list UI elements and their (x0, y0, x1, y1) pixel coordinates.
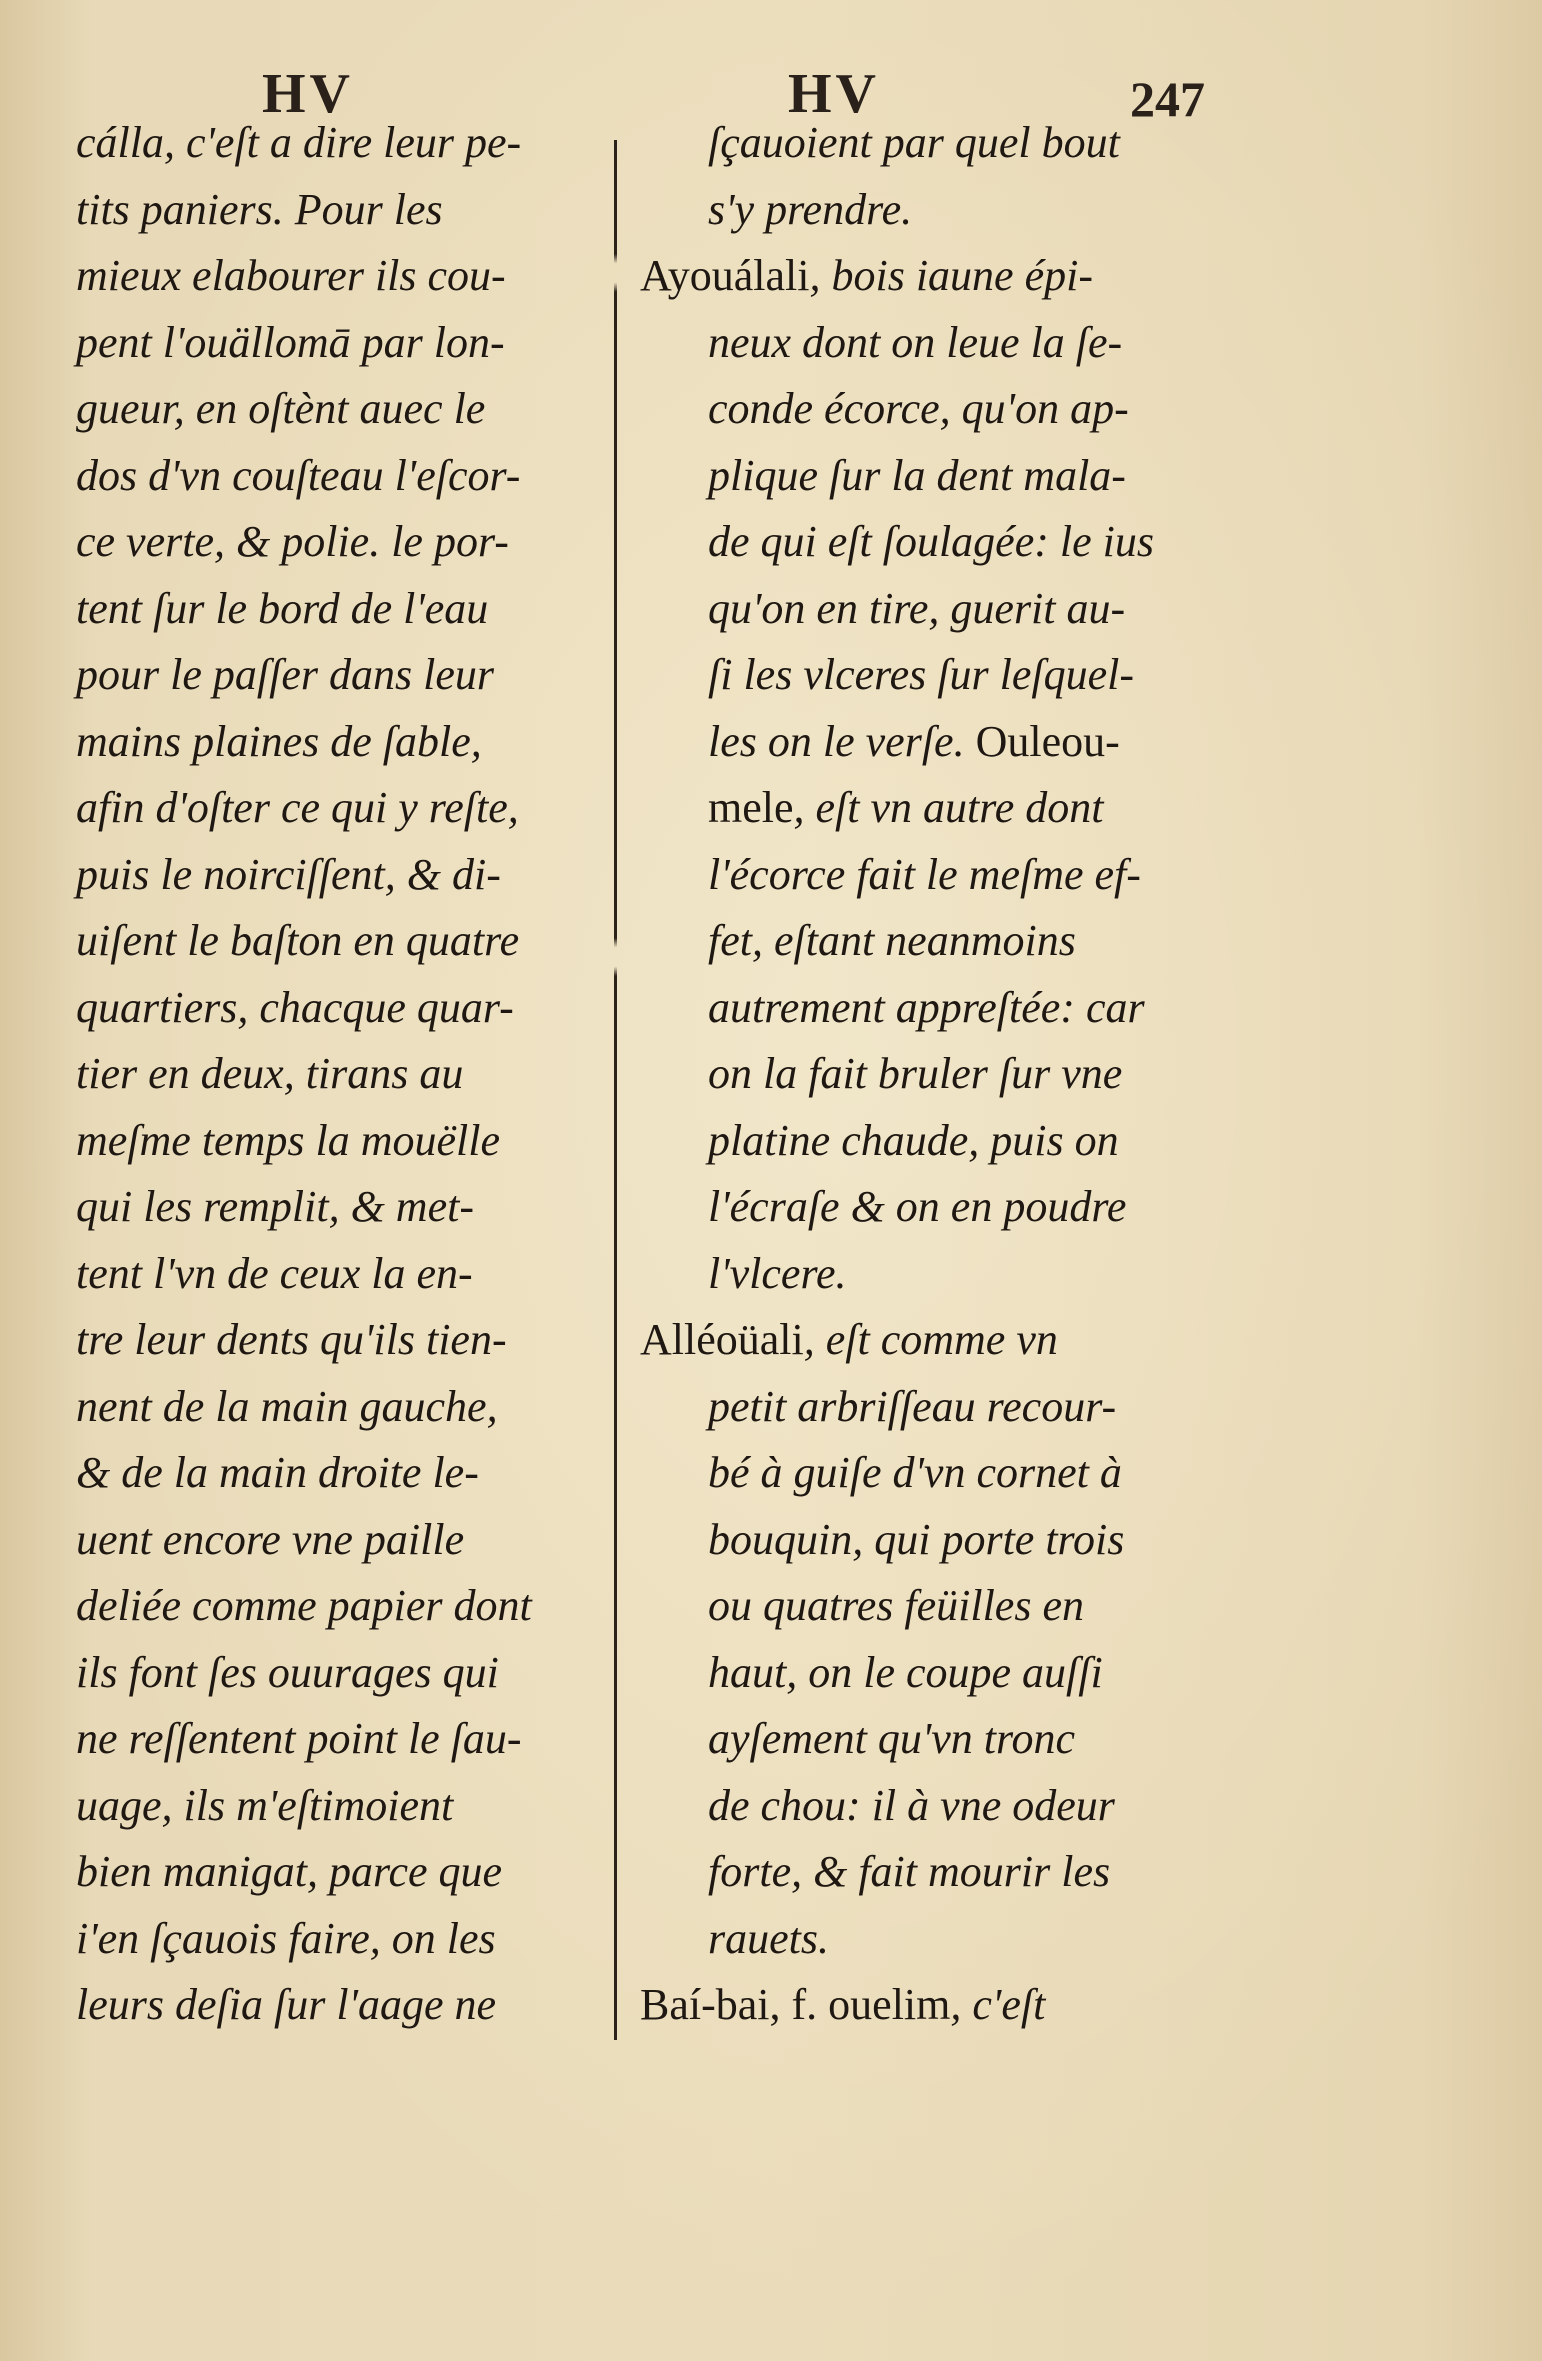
text-line: haut, on le coupe auſſi (708, 1647, 1103, 1697)
dictionary-entry (640, 1307, 1240, 1374)
text-line: de qui eſt ſoulagée: le ius (708, 517, 1154, 566)
text-line: ils font ſes ouurages qui (76, 1647, 499, 1697)
text-line: bouquin, qui porte trois (708, 1514, 1125, 1564)
text-line: conde écorce, qu'on ap- (708, 384, 1129, 433)
text-line: tits paniers. Pour les (76, 184, 443, 234)
right-column (640, 110, 1240, 2039)
text-line: dos d'vn couſteau l'eſcor- (76, 450, 521, 500)
text-line: tent ſur le bord de l'eau (76, 583, 489, 633)
text-line (640, 775, 1240, 842)
text-line: de chou: il à vne odeur (708, 1780, 1115, 1830)
text-line: platine chaude, puis on (708, 1115, 1119, 1165)
text-line: quartiers, chacque quar- (76, 982, 514, 1032)
text-line: petit arbriſſeau recour- (708, 1381, 1117, 1431)
text-line: rauets. (708, 1913, 829, 1963)
entry-text: les on le verſe. (708, 716, 965, 766)
running-head-right: HV (788, 63, 880, 125)
dictionary-entry (640, 243, 1240, 310)
text-line: uage, ils m'eſtimoient (76, 1780, 454, 1830)
text-line: gueur, en oſtènt auec le (76, 384, 486, 433)
text-line: meſme temps la mouëlle (76, 1115, 500, 1165)
text-line: ne reſſentent point le ſau- (76, 1714, 522, 1763)
text-line: neux dont on leue la ſe- (708, 317, 1123, 367)
entry-headword: Alléoüali (640, 1315, 804, 1364)
text-line: leurs deſia ſur l'aage ne (76, 1980, 497, 2029)
left-column (76, 110, 596, 2039)
entry-headword: Baí-bai, f. ouelim (640, 1980, 951, 2029)
running-head-left: HV (262, 63, 354, 125)
text-line: uent encore vne paille (76, 1514, 465, 1564)
text-line: fet, eſtant neanmoins (708, 916, 1076, 965)
text-line: pent l'ouällomā par lon- (76, 317, 505, 367)
entry-headword: Ayouálali (640, 251, 810, 300)
text-line: plique ſur la dent mala- (708, 450, 1126, 500)
text-line: bien manigat, parce que (76, 1847, 503, 1896)
text-line: bé à guiſe d'vn cornet à (708, 1448, 1122, 1497)
text-line: l'écraſe & on en poudre (708, 1182, 1127, 1231)
entry-text: , eſt comme vn (803, 1315, 1058, 1364)
dictionary-entry (640, 1972, 1240, 2039)
text-line: qu'on en tire, guerit au- (708, 583, 1126, 633)
text-line: l'écorce fait le meſme ef- (708, 849, 1141, 899)
entry-subheadword: mele (708, 783, 794, 832)
column-divider-rule (614, 140, 617, 2040)
text-line: mains plaines de ſable, (76, 716, 482, 766)
text-line: ou quatres feüilles en (708, 1581, 1084, 1630)
text-line: ſi les vlceres ſur leſquel- (708, 650, 1135, 699)
text-line: tier en deux, tirans au (76, 1049, 464, 1098)
text-line: qui les remplit, & met- (76, 1182, 474, 1231)
page-number: 247 (1130, 71, 1205, 127)
text-line: ayſement qu'vn tronc (708, 1714, 1075, 1763)
text-line: deliée comme papier dont (76, 1581, 532, 1630)
text-line: uiſent le baſton en quatre (76, 916, 520, 965)
text-line: i'en ſçauois faire, on les (76, 1913, 496, 1963)
text-line: cálla, c'eſt a dire leur pe- (76, 118, 522, 167)
text-line: ce verte, & polie. le por- (76, 517, 509, 566)
text-line: tre leur dents qu'ils tien- (76, 1315, 507, 1364)
text-line: s'y prendre. (708, 184, 913, 234)
text-line: ſçauoient par quel bout (708, 118, 1120, 167)
entry-text: , eſt vn autre dont (793, 783, 1104, 832)
text-line: pour le paſſer dans leur (76, 650, 494, 699)
entry-subheadword: Ouleou- (975, 716, 1120, 766)
text-line: autrement appreſtée: car (708, 982, 1145, 1032)
text-line: on la fait bruler ſur vne (708, 1049, 1123, 1098)
text-line: forte, & fait mourir les (708, 1847, 1111, 1896)
text-line (640, 709, 1240, 776)
text-line: nent de la main gauche, (76, 1381, 498, 1431)
text-line: l'vlcere. (708, 1248, 847, 1298)
text-line: afin d'oſter ce qui y reſte, (76, 783, 519, 832)
text-line: & de la main droite le- (76, 1448, 479, 1497)
entry-text: , c'eſt (950, 1980, 1046, 2029)
text-line: puis le noirciſſent, & di- (76, 849, 501, 899)
entry-text: , bois iaune épi- (809, 251, 1093, 300)
text-line: mieux elabourer ils cou- (76, 251, 506, 300)
text-line: tent l'vn de ceux la en- (76, 1248, 473, 1298)
